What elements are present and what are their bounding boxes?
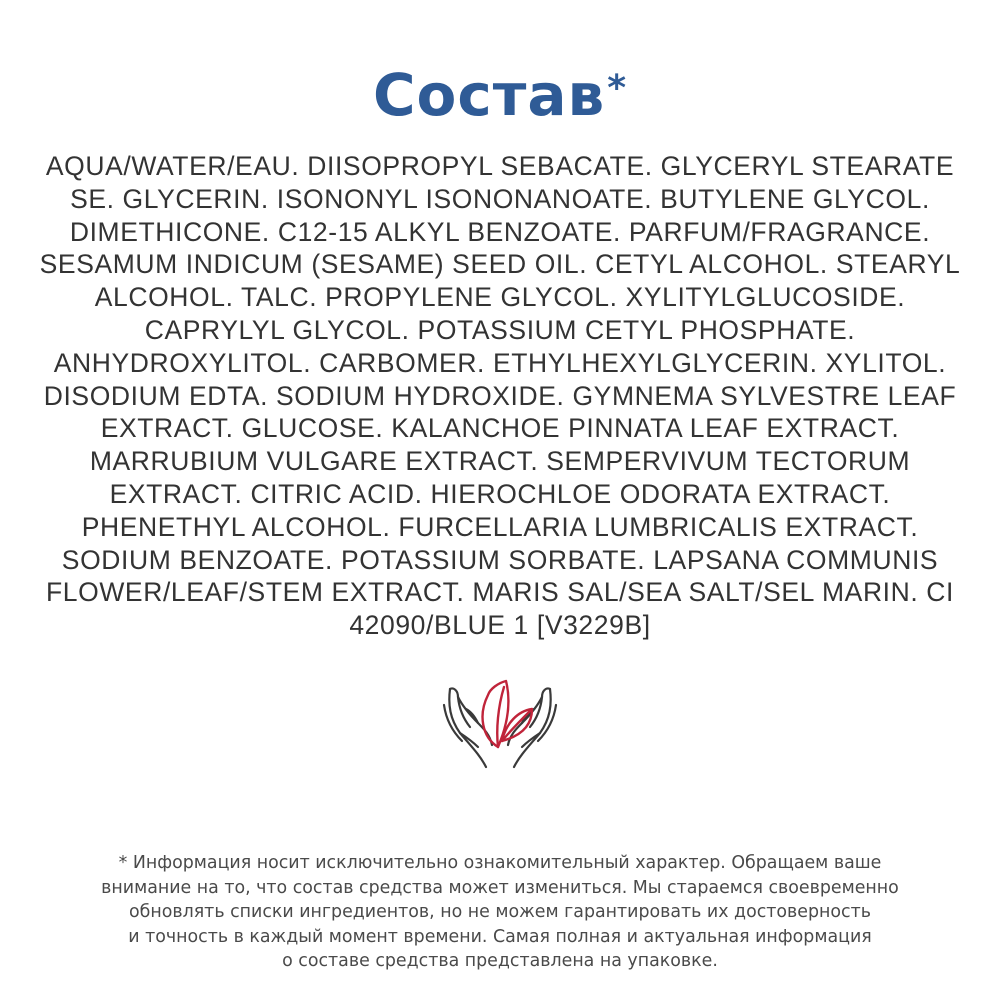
ingredients-line: ANHYDROXYLITOL. CARBOMER. ETHYLHEXYLGLYCERIN. XYLITOL.: [53, 347, 947, 378]
ingredients-line: FLOWER/LEAF/STEM EXTRACT. MARIS SAL/SEA SALT/SEL MARIN. CI: [45, 577, 955, 608]
ingredients-line: MARRUBIUM VULGARE EXTRACT. SEMPERVIVUM TECTORUM: [89, 446, 911, 477]
disclaimer-footnote: [20, 851, 980, 974]
page-title: [0, 58, 1000, 132]
ingredients-line: EXTRACT. CITRIC ACID. HIEROCHLOE ODORATA EXTRACT.: [109, 478, 891, 509]
ingredients-line: SODIUM BENZOATE. POTASSIUM SORBATE. LAPSANA COMMUNIS: [61, 544, 939, 575]
ingredients-line: SE. GLYCERIN. ISONONYL ISONONANOATE. BUTYLENE GLYCOL.: [70, 183, 930, 214]
ingredients-line: CAPRYLYL GLYCOL. POTASSIUM CETYL PHOSPHATE.: [144, 314, 856, 345]
ingredients-line: PHENETHYL ALCOHOL. FURCELLARIA LUMBRICALIS EXTRACT.: [81, 511, 919, 542]
footnote-line: обновлять списки ингредиентов, но не можем гарантировать их достоверность: [128, 902, 871, 923]
ingredients-line: SESAMUM INDICUM (SESAME) SEED OIL. CETYL ALCOHOL. STEARYL: [39, 249, 961, 280]
footnote-line: и точность в каждый момент времени. Самая полная и актуальная информация: [128, 926, 872, 947]
ingredients-line: DIMETHICONE. C12-15 ALKYL BENZOATE. PARFUM/FRAGRANCE.: [69, 216, 931, 247]
ingredients-line: ALCOHOL. TALC. PROPYLENE GLYCOL. XYLITYLGLUCOSIDE.: [94, 282, 906, 313]
hands-with-leaves-icon: [440, 675, 560, 775]
title-asterisk: *: [607, 68, 628, 109]
ingredients-line: AQUA/WATER/EAU. DIISOPROPYL SEBACATE. GLYCERYL STEARATE: [45, 151, 955, 181]
ingredients-line: DISODIUM EDTA. SODIUM HYDROXIDE. GYMNEMA SYLVESTRE LEAF: [43, 380, 957, 411]
ingredients-list: [20, 150, 980, 642]
ingredients-line: EXTRACT. GLUCOSE. KALANCHOE PINNATA LEAF EXTRACT.: [100, 413, 900, 444]
footnote-line: * Информация носит исключительно ознакомительный характер. Обращаем ваше: [118, 853, 882, 873]
footnote-line: внимание на то, что состав средства может измениться. Мы стараемся своевременно: [101, 877, 899, 898]
footnote-line: о составе средства представлена на упаковке.: [282, 951, 718, 972]
ingredients-line: 42090/BLUE 1 [V3229B]: [349, 610, 651, 641]
page-title-text: Состав: [372, 61, 606, 129]
